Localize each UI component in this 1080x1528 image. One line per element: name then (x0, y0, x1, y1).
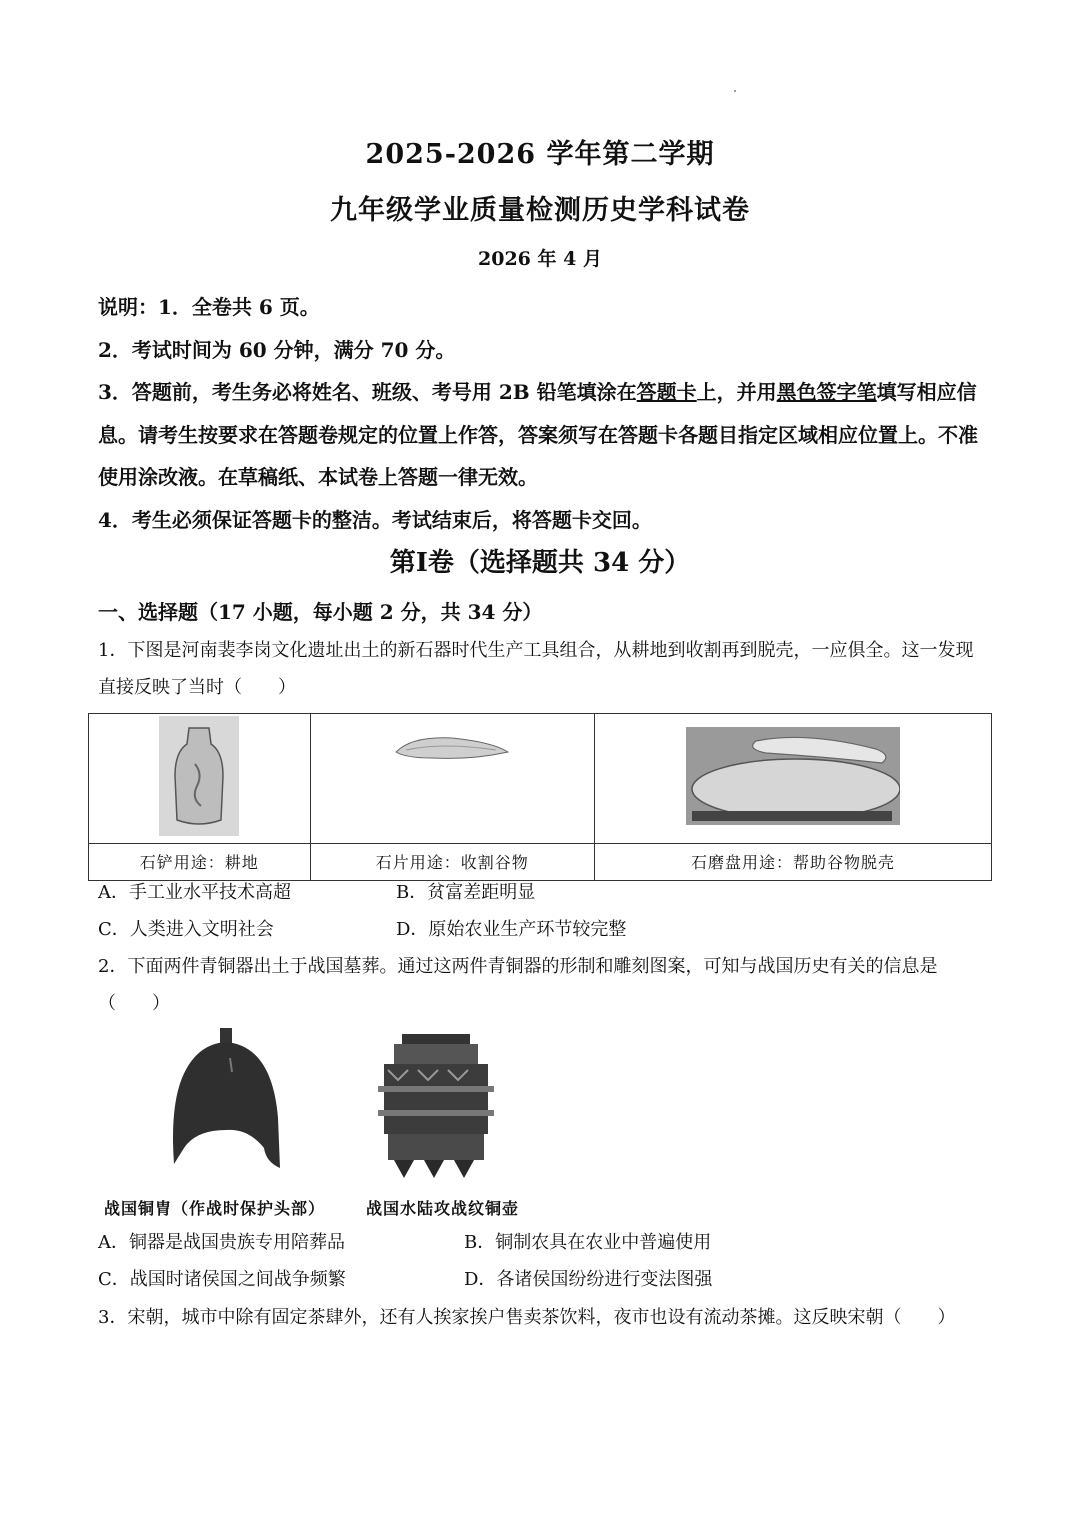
caption-grinding-stone: 石磨盘用途：帮助谷物脱壳 (595, 843, 992, 880)
q2-option-a[interactable]: A．铜器是战国贵族专用陪葬品 (98, 1232, 345, 1253)
caption-stone-shovel: 石铲用途：耕地 (89, 843, 311, 880)
note-1: 说明：1．全卷共 6 页。 (98, 295, 320, 319)
note-2: 2．考试时间为 60 分钟，满分 70 分。 (98, 337, 456, 362)
exam-title-term: 2025-2026 学年第二学期 (365, 139, 715, 170)
question-1-stem: 1．下图是河南裴李岗文化遗址出土的新石器时代生产工具组合，从耕地到收割再到脱壳，一应俱全。这一发现直接反映了当时（ ） (98, 640, 974, 698)
q1-option-d[interactable]: D．原始农业生产环节较完整 (396, 919, 627, 940)
exam-date: 2026 年 4 月 (478, 248, 602, 270)
q2-option-c[interactable]: C．战国时诸侯国之间战争频繁 (98, 1269, 346, 1290)
q2-option-d[interactable]: D．各诸侯国纷纷进行变法图强 (464, 1269, 713, 1290)
caption-bronze-pot: 战国水陆攻战纹铜壶 (366, 1199, 520, 1218)
q1-option-a[interactable]: A．手工业水平技术高超 (98, 882, 291, 903)
question-2-stem: 2．下面两件青铜器出土于战国墓葬。通过这两件青铜器的形制和雕刻图案，可知与战国历史有关的信息是（ ） (98, 956, 938, 1014)
question-1-tool-table (88, 713, 992, 881)
stone-shovel-image (159, 716, 239, 836)
question-3-stem: 3．宋朝，城市中除有固定茶肆外，还有人挨家挨户售卖茶饮料，夜市也设有流动茶摊。这反映宋朝（ ） (98, 1307, 956, 1328)
note-4: 4．考生必须保证答题卡的整洁。考试结束后，将答题卡交回。 (98, 507, 652, 532)
q1-option-c[interactable]: C．人类进入文明社会 (98, 919, 274, 940)
bronze-pot-image (374, 1028, 498, 1184)
note-3: 3．答题前，考生务必将姓名、班级、考号用 2B 铅笔填涂在答题卡上，并用黑色签字笔填写相应信息。请考生按要求在答题卷规定的位置上作答，答案须写在答题卡各题目指定区域相应位置上。不准使用涂改液。在草稿纸、本试卷上答题一律无效。 (98, 380, 978, 489)
section-title: 第Ⅰ卷（选择题共 34 分） (389, 548, 691, 578)
exam-title-subject: 九年级学业质量检测历史学科试卷 (330, 195, 750, 226)
speck (734, 90, 736, 92)
black-pen-term: 黑色签字笔 (776, 380, 877, 404)
caption-stone-blade: 石片用途：收割谷物 (310, 843, 594, 880)
grinding-stone-image (686, 727, 900, 825)
q2-option-b[interactable]: B．铜制农具在农业中普遍使用 (464, 1232, 712, 1253)
bronze-helmet-image (168, 1028, 284, 1172)
caption-bronze-helmet: 战国铜胄（作战时保护头部） (104, 1199, 326, 1218)
stone-blade-image (392, 728, 512, 768)
answer-card-term: 答题卡 (636, 380, 697, 404)
stone-blade-image-cell (310, 714, 594, 844)
exam-instructions (98, 286, 988, 541)
grinding-stone-image-cell (595, 714, 992, 844)
q1-option-b[interactable]: B．贫富差距明显 (396, 882, 536, 903)
stone-shovel-image-cell (89, 714, 311, 844)
part-title: 一、选择题（17 小题，每小题 2 分，共 34 分） (98, 600, 543, 624)
